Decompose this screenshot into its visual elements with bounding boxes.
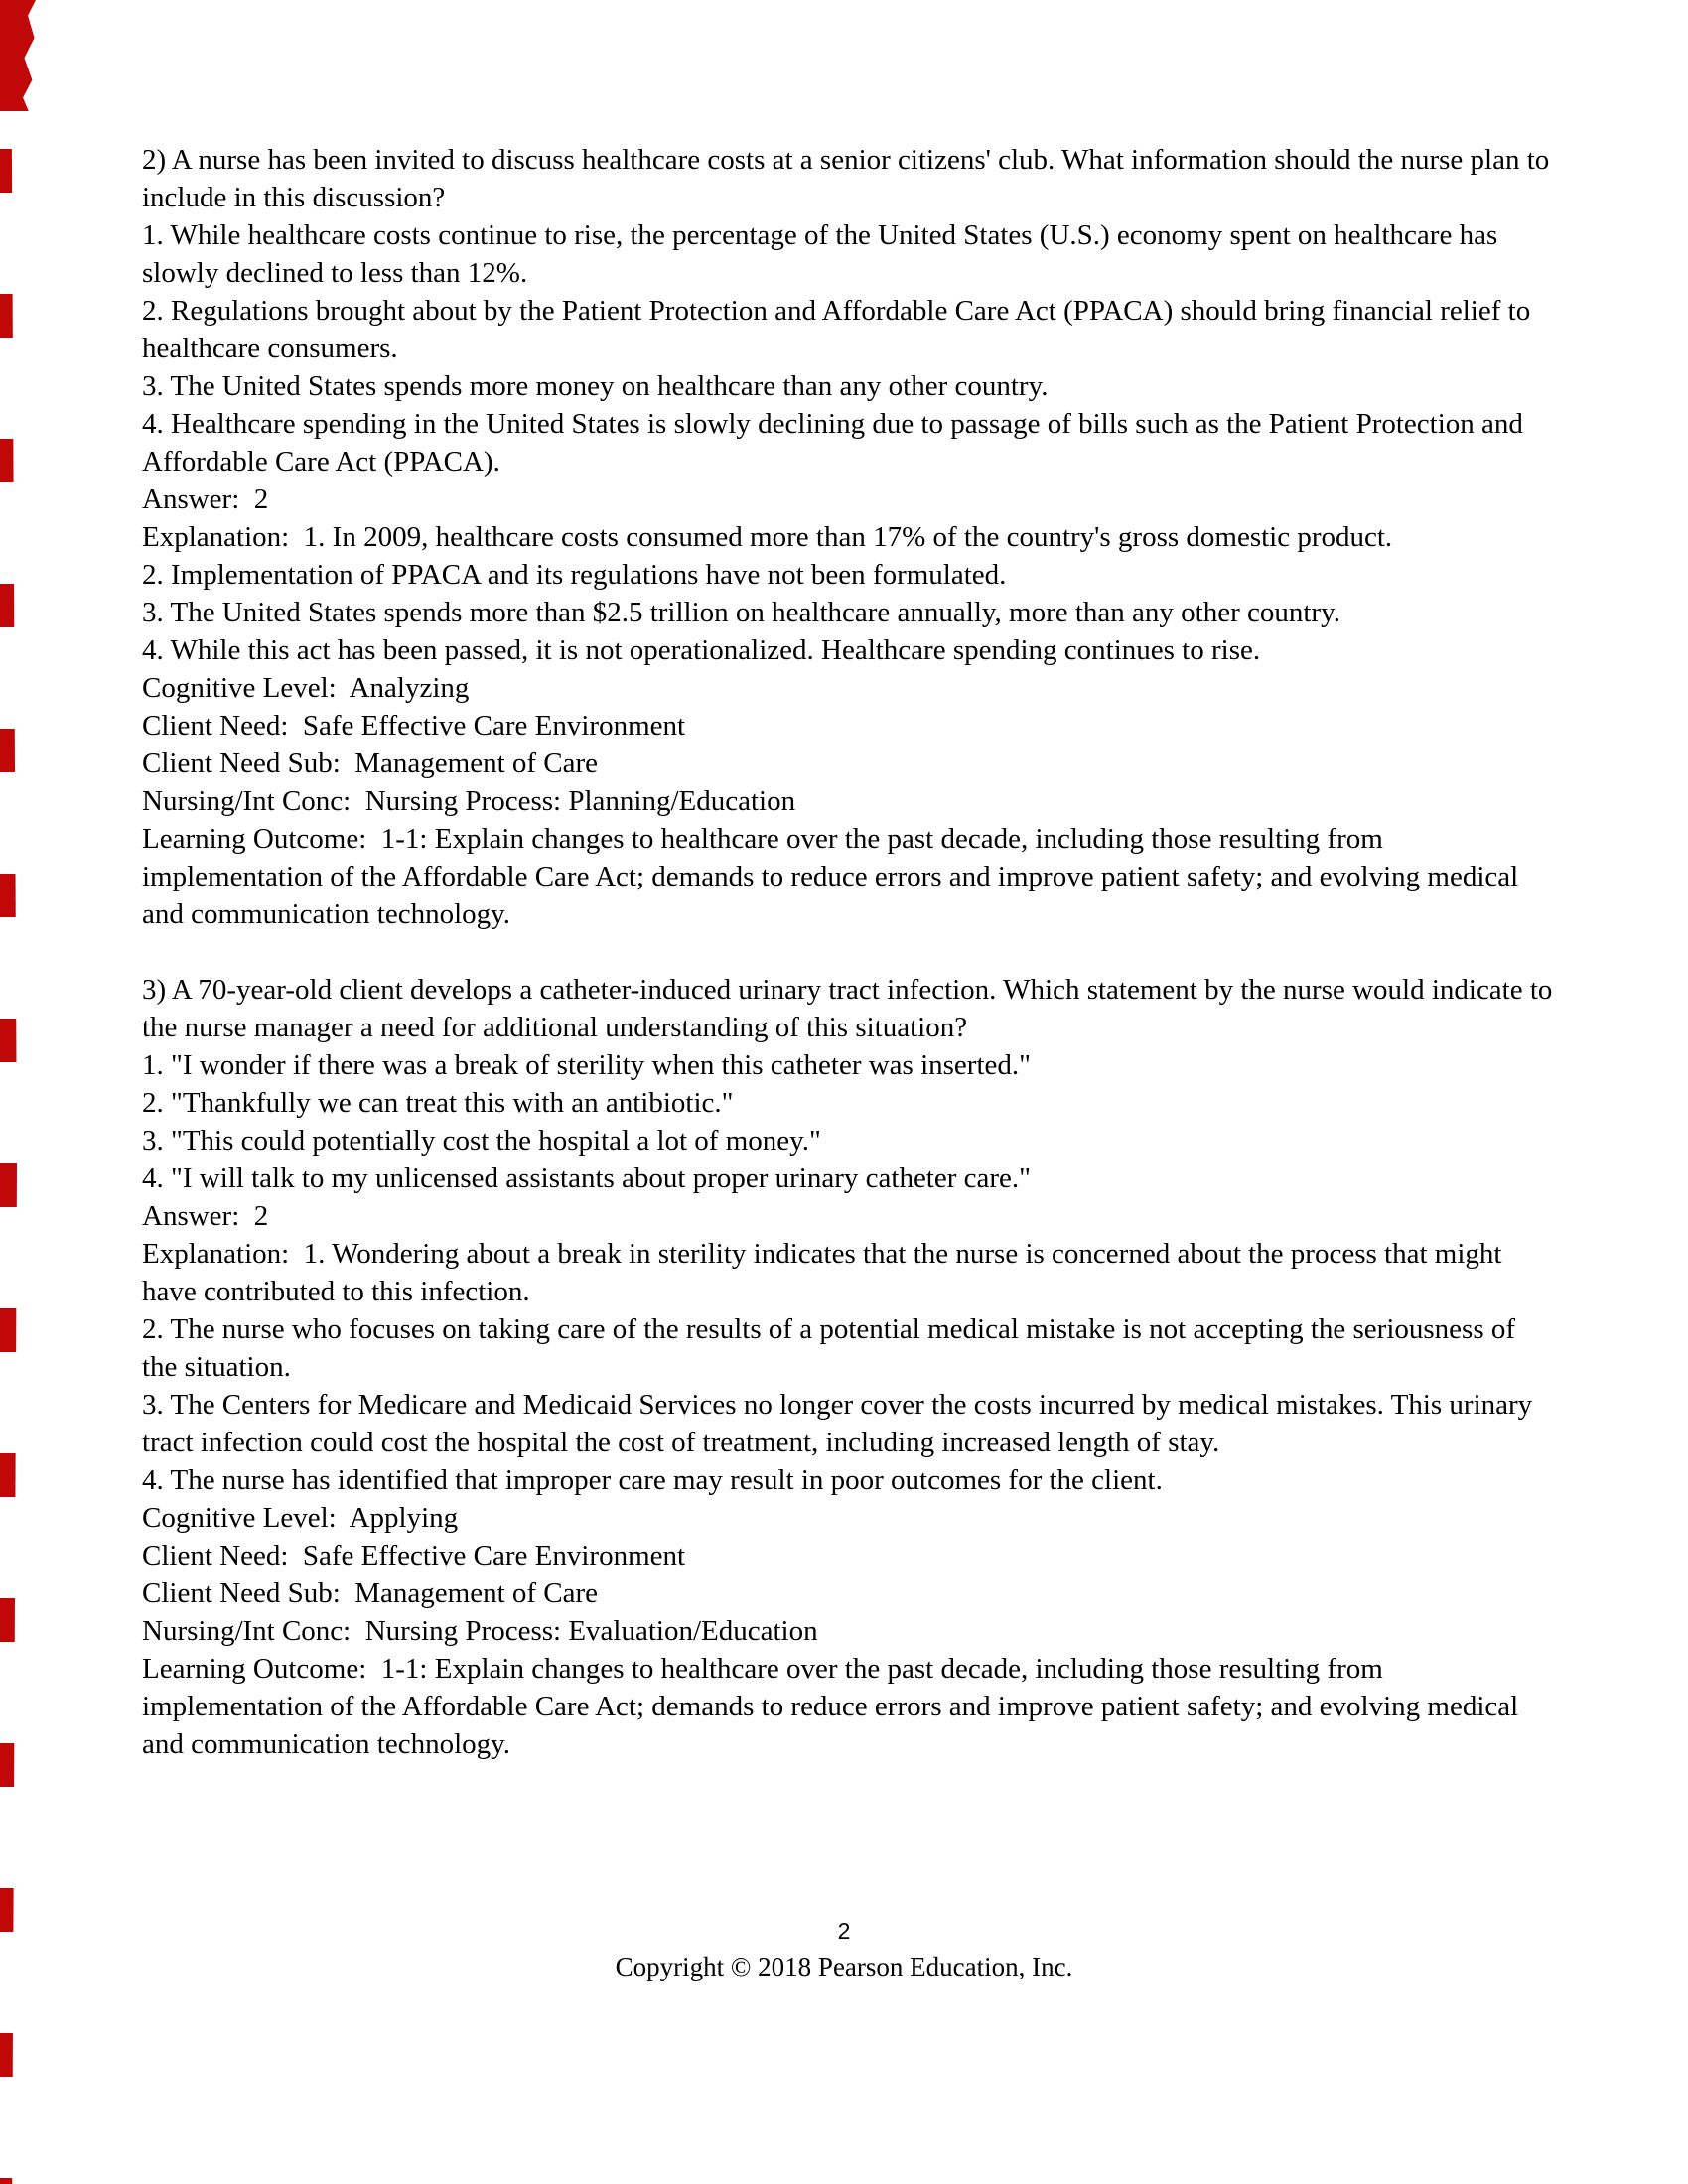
question-separator-gap	[142, 933, 1556, 971]
meta-line-cognitive-level: Cognitive Level: Applying	[142, 1502, 459, 1534]
explanation-line: Explanation: 1. Wondering about a break in sterility indicates that the nurse is concerned about the process that might have contributed to this infection.	[142, 1238, 1509, 1307]
explanation-line: 3. The Centers for Medicare and Medicaid Services no longer cover the costs incurred by medical mistakes. This urinary tract infection could cost the hospital the cost of treatment, including increased length of stay.	[142, 1389, 1540, 1458]
meta-line-nursing-int-conc: Nursing/Int Conc: Nursing Process: Planning/Education	[142, 785, 796, 817]
explanation-line: 3. The United States spends more than $2.5 trillion on healthcare annually, more than any other country.	[142, 597, 1340, 628]
page-body-text	[142, 141, 1560, 1763]
answer-option: 4. Healthcare spending in the United States is slowly declining due to passage of bills such as the Patient Protection and Affordable Care Act (PPACA).	[142, 408, 1529, 478]
answer-option: 2. Regulations brought about by the Patient Protection and Affordable Care Act (PPACA) should bring financial relief to healthcare consumers.	[142, 295, 1538, 364]
question-block	[142, 141, 1556, 933]
explanation-line: 2. Implementation of PPACA and its regulations have not been formulated.	[142, 559, 1007, 591]
meta-line-client-need-sub: Client Need Sub: Management of Care	[142, 1577, 599, 1609]
meta-line-client-need: Client Need: Safe Effective Care Environment	[142, 1540, 686, 1571]
answer-option: 1. While healthcare costs continue to rise, the percentage of the United States (U.S.) economy spent on healthcare has slowly declined to less than 12%.	[142, 219, 1505, 289]
footer-page-number: 2	[837, 1918, 851, 1944]
explanation-line: 4. While this act has been passed, it is not operationalized. Healthcare spending continues to rise.	[142, 634, 1261, 666]
footer-copyright: Copyright © 2018 Pearson Education, Inc.	[615, 1952, 1073, 1981]
explanation-line: 4. The nurse has identified that improper care may result in poor outcomes for the client.	[142, 1464, 1163, 1496]
meta-line-nursing-int-conc: Nursing/Int Conc: Nursing Process: Evaluation/Education	[142, 1615, 818, 1647]
meta-line-learning-outcome: Learning Outcome: 1-1: Explain changes to healthcare over the past decade, including those resulting from implementation of the Affordable Care Act; demands to reduce errors and improve patient safety; and evolving medical and communication technology.	[142, 1653, 1526, 1760]
answer-line: Answer: 2	[142, 483, 269, 515]
meta-line-client-need: Client Need: Safe Effective Care Environment	[142, 710, 686, 742]
meta-line-cognitive-level: Cognitive Level: Analyzing	[142, 672, 470, 704]
answer-option: 2. "Thankfully we can treat this with an antibiotic."	[142, 1087, 734, 1119]
torn-red-edge-ticks	[0, 149, 17, 2184]
question-stem: 2) A nurse has been invited to discuss healthcare costs at a senior citizens' club. What information should the nurse plan to include in this discussion?	[142, 144, 1557, 213]
meta-line-learning-outcome: Learning Outcome: 1-1: Explain changes to healthcare over the past decade, including those resulting from implementation of the Affordable Care Act; demands to reduce errors and improve patient safety; and evolving medical and communication technology.	[142, 823, 1526, 930]
meta-line-client-need-sub: Client Need Sub: Management of Care	[142, 748, 599, 779]
answer-line: Answer: 2	[142, 1200, 269, 1232]
torn-red-edge-top	[0, 0, 36, 111]
question-stem: 3) A 70-year-old client develops a catheter-induced urinary tract infection. Which statement by the nurse would indicate to the nurse manager a need for additional understanding of this situation?	[142, 974, 1560, 1043]
explanation-line: 2. The nurse who focuses on taking care of the results of a potential medical mistake is not accepting the seriousness of the situation.	[142, 1313, 1523, 1383]
answer-option: 3. "This could potentially cost the hospital a lot of money."	[142, 1125, 821, 1157]
answer-option: 3. The United States spends more money on healthcare than any other country.	[142, 370, 1049, 402]
answer-option: 1. "I wonder if there was a break of sterility when this catheter was inserted."	[142, 1049, 1031, 1081]
question-block	[142, 971, 1560, 1763]
explanation-line: Explanation: 1. In 2009, healthcare costs consumed more than 17% of the country's gross domestic product.	[142, 521, 1393, 553]
answer-option: 4. "I will talk to my unlicensed assistants about proper urinary catheter care."	[142, 1162, 1032, 1194]
